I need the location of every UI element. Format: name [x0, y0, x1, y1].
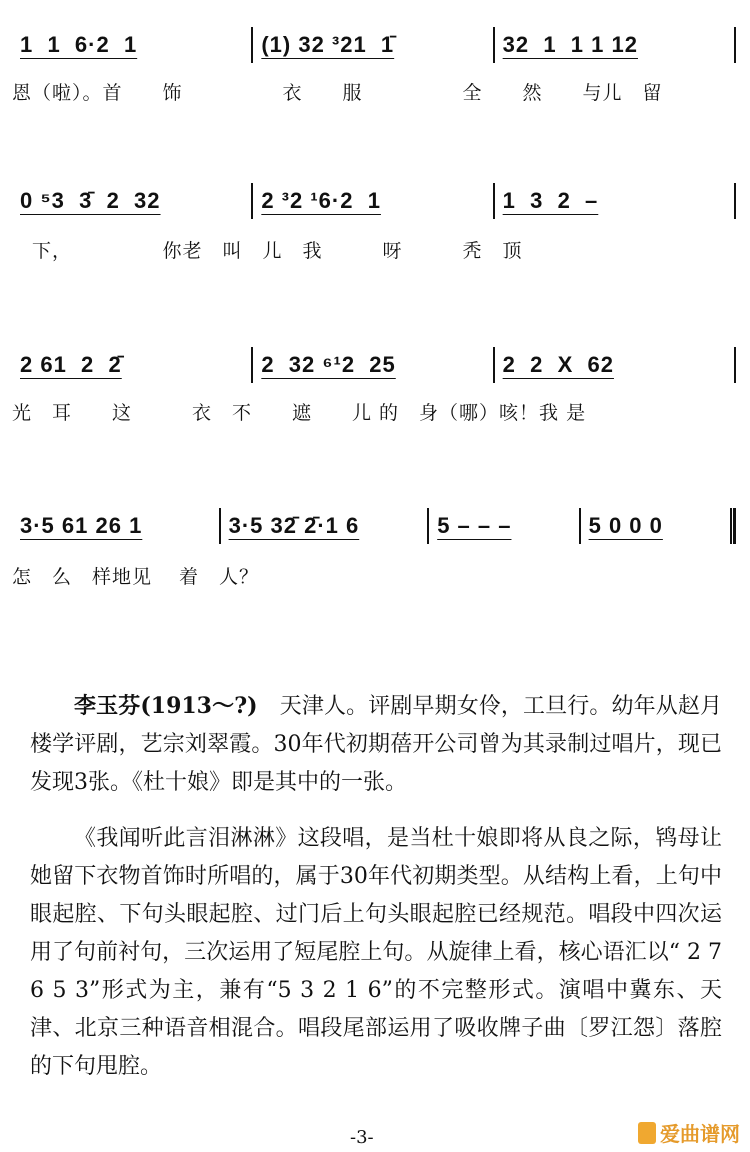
- notation-row-3: [12, 345, 736, 385]
- measure: 3·5 32̄ 2̄·1 6: [228, 513, 360, 538]
- measure: 2 61 2 2̄: [20, 352, 122, 377]
- measure: 3·5 61 26 1: [20, 513, 143, 538]
- page-number: -3-: [350, 1127, 374, 1148]
- singer-name: 李玉芬(1913～?): [74, 693, 258, 719]
- watermark-text: 爱曲谱网: [660, 1122, 740, 1146]
- barline: [734, 27, 736, 63]
- measure: 2 2 X 62: [502, 352, 614, 377]
- watermark: [638, 1118, 740, 1147]
- notation-row-2: [12, 181, 736, 221]
- measure: 5 – – –: [437, 513, 512, 538]
- measure: 2 32 ⁶¹2 25: [261, 352, 396, 377]
- measure: 2 ³2 ¹6·2 1: [261, 188, 381, 213]
- notation-row-4: [12, 506, 736, 546]
- measure: 1 3 2 –: [502, 188, 599, 213]
- measure: 32 1 1 1 12: [502, 32, 638, 57]
- measure: 5 0 0 0: [588, 513, 663, 538]
- lyrics-row-4: 怎 么 样地见 着 人？: [12, 566, 260, 588]
- final-barline: [730, 508, 736, 544]
- paragraph-bio: [30, 687, 722, 802]
- bio-text: 天津人。评剧早期女伶，工旦行。幼年从赵月楼学评剧，艺宗刘翠霞。30年代初期蓓开公司曾为其录制过唱片，现已发现3张。《杜十娘》即是其中的一张。: [30, 694, 722, 795]
- lyrics-row-2: 下， 你老 叫 儿 我 呀 秃 顶: [12, 240, 523, 262]
- lyrics-row-1: 恩（啦）。首 饰 衣 服 全 然 与儿 留: [12, 82, 663, 104]
- lyrics-row-3: 光 耳 这 衣 不 遮 儿 的 身（哪）咳！我 是: [12, 402, 587, 424]
- paragraph-analysis: 《我闻听此言泪淋淋》这段唱，是当杜十娘即将从良之际，鸨母让她留下衣物首饰时所唱的，属于30年代初期类型。从结构上看，上句中眼起腔、下句头眼起腔、过门后上句头眼起腔已经规范。唱段中四次运用了句前衬句，三次运用了短尾腔上句。从旋律上看，核心语汇以“ 2 7 6 5 3”形式为主，兼有“5 3 2 1 6”的不完整形式。演唱中冀东、天津、北京三种语音相混合。唱段尾部运用了吸收牌子曲〔罗江怨〕落腔的下句甩腔。: [30, 826, 722, 1079]
- notation-row-1: [12, 25, 736, 65]
- barline: [734, 183, 736, 219]
- measure: (1) 32 ³21 1̄: [261, 32, 395, 57]
- music-note-icon: [638, 1122, 656, 1144]
- article-text: [30, 687, 722, 1086]
- measure: 0 ⁵3 3̄ 2 32: [20, 188, 161, 213]
- barline: [734, 347, 736, 383]
- measure: 1 1 6·2 1: [20, 32, 138, 57]
